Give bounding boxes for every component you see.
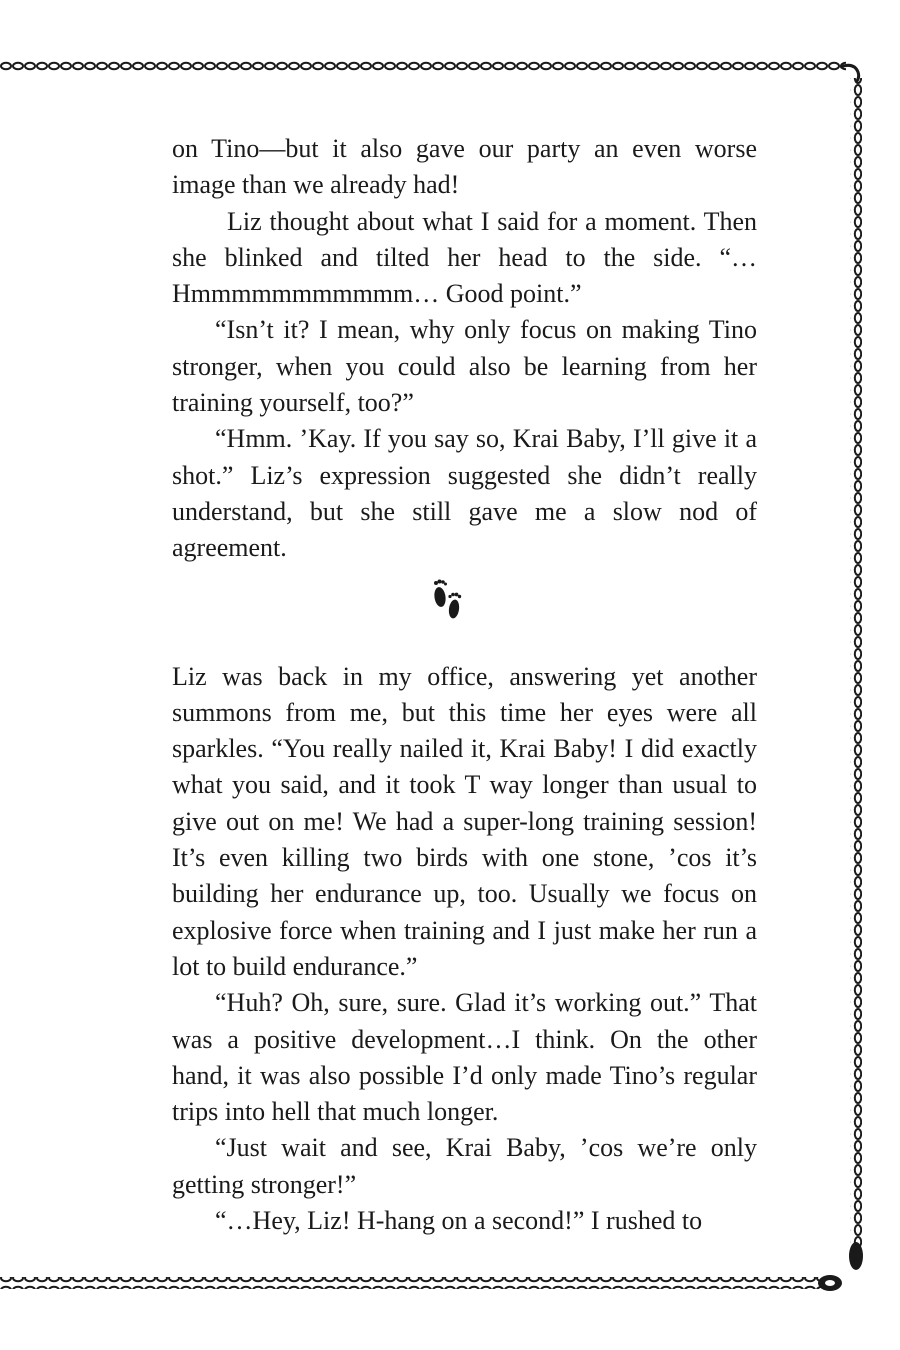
chain-weight-icon xyxy=(849,1242,863,1270)
bottom-chain xyxy=(0,1277,822,1289)
paragraph: “…Hey, Liz! H-hang on a second!” I rushed to xyxy=(215,1206,703,1236)
paragraph: Liz thought about what I said for a moment. Then she blinked and tilted her head to the side. “…Hmmmmmmmmmmm… Good point.” xyxy=(172,206,757,309)
section-break xyxy=(172,567,757,659)
paragraph: “Huh? Oh, sure, sure. Glad it’s working out.” That was a positive development…I think. On the other hand, it was also possible I’d only made Tino’s regular trips into hell that much longer. xyxy=(172,988,757,1127)
paragraph: Liz was back in my office, answering yet another summons from me, but this time her eyes were all sparkles. “You really nailed it, Krai Baby! I did exactly what you said, and it took T way longer than usual to give out on me! We had a super-long training session! It’s even killing two birds with one stone, ’cos it’s building her endurance up, too. Usually we focus on explosive force when training and I just make her run a lot to build endurance.” xyxy=(172,661,757,981)
paragraph: “Isn’t it? I mean, why only focus on making Tino stronger, when you could also be learning from her training yourself, too?” xyxy=(172,315,757,418)
top-chain xyxy=(0,61,846,73)
book-page-text xyxy=(172,131,757,1239)
right-chain xyxy=(850,78,862,1248)
paragraph: “Hmm. ’Kay. If you say so, Krai Baby, I’ll give it a shot.” Liz’s expression suggested she didn’t really understand, but she still gave me a slow nod of agreement. xyxy=(172,424,757,563)
footprints-icon xyxy=(428,577,468,623)
paragraph: on Tino—but it also gave our party an even worse image than we already had! xyxy=(172,134,757,200)
paragraph: “Just wait and see, Krai Baby, ’cos we’re only getting stronger!” xyxy=(172,1133,757,1199)
